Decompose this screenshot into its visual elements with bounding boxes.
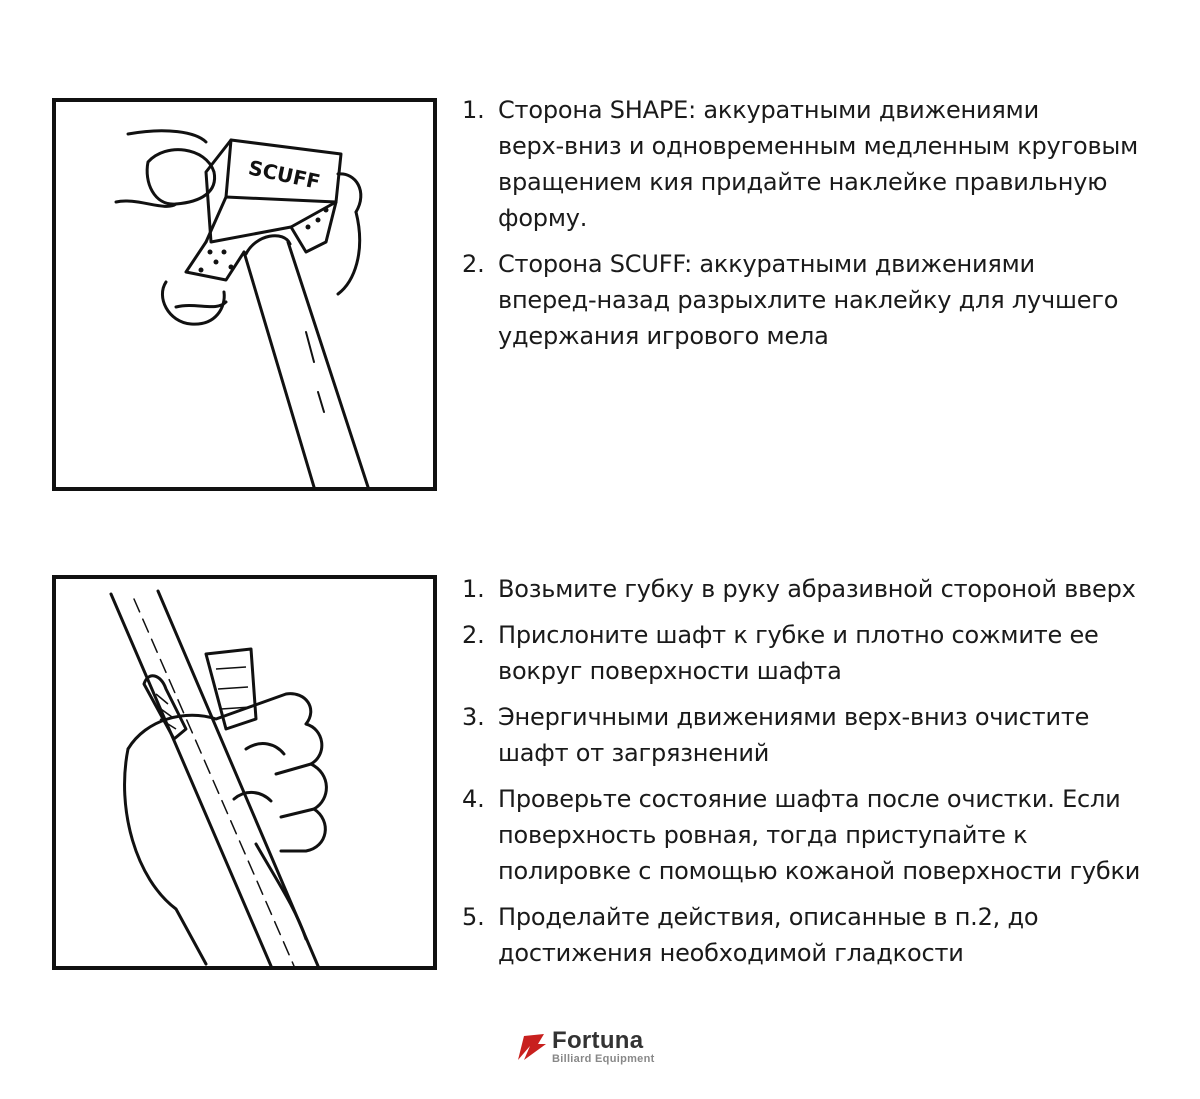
step-item xyxy=(462,92,1182,236)
step-line: Сторона SCUFF: аккуратными движениями xyxy=(498,250,1035,278)
illustration-tip-tool xyxy=(52,98,437,491)
step-item xyxy=(462,246,1182,354)
step-number: 2. xyxy=(462,250,485,278)
tool-label: SCUFF xyxy=(246,155,323,195)
step-item xyxy=(462,699,1182,771)
step-line: достижения необходимой гладкости xyxy=(498,939,964,967)
step-line: вращением кия придайте наклейке правильную xyxy=(498,168,1108,196)
steps-list-shaft xyxy=(462,571,1182,981)
fortuna-flag-icon xyxy=(514,1030,548,1064)
fortuna-logo xyxy=(514,1027,655,1065)
illustration-shaft-sponge xyxy=(52,575,437,970)
step-text xyxy=(498,92,1138,236)
step-number: 3. xyxy=(462,703,485,731)
step-line: Сторона SHAPE: аккуратными движениями xyxy=(498,96,1039,124)
step-line: удержания игрового мела xyxy=(498,322,829,350)
step-number: 1. xyxy=(462,575,485,603)
hand-tip-tool-drawing xyxy=(56,102,433,487)
step-item xyxy=(462,571,1182,607)
step-line: Прислоните шафт к губке и плотно сожмите ее xyxy=(498,621,1099,649)
step-line: Энергичными движениями верх-вниз очистите xyxy=(498,703,1090,731)
step-item xyxy=(462,617,1182,689)
steps-list-tip xyxy=(462,92,1182,364)
logo-name: Fortuna xyxy=(552,1027,644,1054)
step-text xyxy=(498,699,1089,771)
step-number: 4. xyxy=(462,785,485,813)
step-item xyxy=(462,899,1182,971)
step-line: форму. xyxy=(498,204,588,232)
step-number: 1. xyxy=(462,96,485,124)
step-line: верх-вниз и одновременным медленным круговым xyxy=(498,132,1139,160)
step-line: полировке с помощью кожаной поверхности губки xyxy=(498,857,1141,885)
step-line: вокруг поверхности шафта xyxy=(498,657,842,685)
step-text xyxy=(498,246,1118,354)
step-text xyxy=(498,899,1038,971)
step-line: Проверьте состояние шафта после очистки. Если xyxy=(498,785,1121,813)
step-text xyxy=(498,617,1099,689)
step-line: Проделайте действия, описанные в п.2, до xyxy=(498,903,1039,931)
step-text xyxy=(498,781,1140,889)
step-item xyxy=(462,781,1182,889)
step-line: поверхность ровная, тогда приступайте к xyxy=(498,821,1028,849)
step-line: Возьмите губку в руку абразивной стороной вверх xyxy=(498,575,1136,603)
hand-sponge-drawing xyxy=(56,579,433,966)
step-number: 5. xyxy=(462,903,485,931)
step-line: шафт от загрязнений xyxy=(498,739,770,767)
step-number: 2. xyxy=(462,621,485,649)
step-line: вперед-назад разрыхлите наклейку для лучшего xyxy=(498,286,1119,314)
step-text xyxy=(498,571,1136,607)
logo-subtitle: Billiard Equipment xyxy=(552,1053,655,1065)
